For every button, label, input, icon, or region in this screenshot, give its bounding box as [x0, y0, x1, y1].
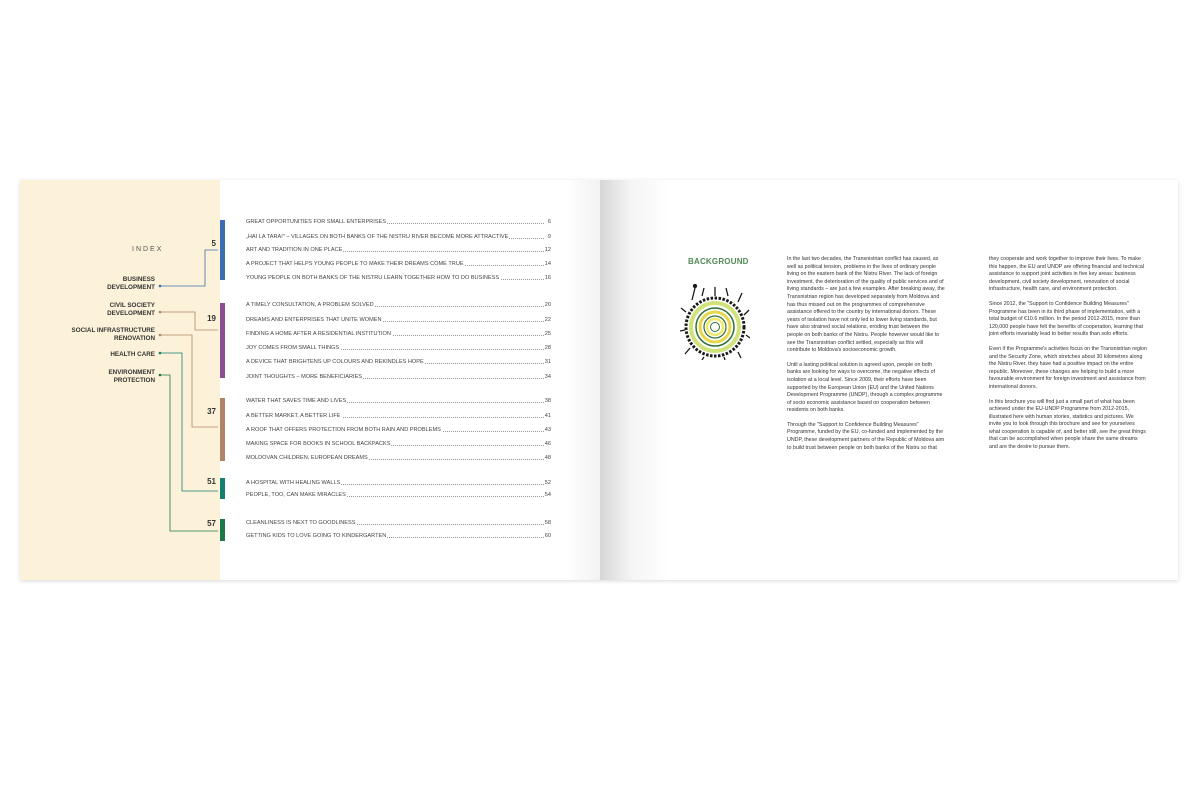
toc-entry[interactable] — [245, 358, 552, 366]
toc-page: 34 — [544, 374, 551, 380]
category-civil-society-development: CIVIL SOCIETY DEVELOPMENT — [107, 302, 155, 317]
toc-page: 41 — [544, 413, 551, 419]
index-title: INDEX — [132, 246, 164, 253]
section-number-5: 57 — [207, 519, 216, 528]
section-bar-4 — [220, 478, 225, 499]
toc-entry[interactable] — [245, 330, 552, 338]
toc-page: 46 — [544, 441, 551, 447]
toc-page: 9 — [547, 234, 551, 240]
toc-title: A DEVICE THAT BRIGHTENS UP COLOURS AND REKINDLES HOPE — [246, 359, 424, 365]
toc-page: 16 — [544, 275, 551, 281]
toc-entry[interactable] — [245, 412, 552, 420]
toc-page: 38 — [544, 398, 551, 404]
category-health-care: HEALTH CARE — [110, 351, 155, 358]
toc-page: 31 — [544, 359, 551, 365]
toc-entry[interactable] — [245, 344, 552, 352]
dancing-circle-emblem-icon — [680, 280, 750, 360]
toc-title: JOY COMES FROM SMALL THINGS — [246, 345, 340, 351]
background-heading: BACKGROUND — [688, 257, 749, 266]
toc-entry[interactable] — [245, 274, 552, 282]
toc-title: A TIMELY CONSULTATION, A PROBLEM SOLVED — [246, 302, 374, 308]
toc-title: A BETTER MARKET, A BETTER LIFE — [246, 413, 341, 419]
toc-title: DREAMS AND ENTERPRISES THAT UNITE WOMEN — [246, 317, 382, 323]
toc-entry[interactable] — [245, 491, 552, 499]
toc-page: 20 — [544, 302, 551, 308]
category-social-infrastructure-renovation: SOCIAL INFRASTRUCTURE RENOVATION — [71, 327, 155, 342]
toc-title: WATER THAT SAVES TIME AND LIVES — [246, 398, 347, 404]
toc-title: YOUNG PEOPLE ON BOTH BANKS OF THE NISTRU LEARN TOGETHER HOW TO DO BUSINESS — [246, 275, 500, 281]
left-page — [20, 180, 600, 580]
toc-title: GETTING KIDS TO LOVE GOING TO KINDERGARTEN — [246, 533, 387, 539]
toc-page: 60 — [544, 533, 551, 539]
toc-entry[interactable] — [245, 440, 552, 448]
left-gutter-shadow — [565, 180, 600, 580]
section-bar-1 — [220, 220, 225, 280]
toc-title: GREAT OPPORTUNITIES FOR SMALL ENTERPRISES — [246, 219, 386, 225]
toc-title: A ROOF THAT OFFERS PROTECTION FROM BOTH RAIN AND PROBLEMS — [246, 427, 441, 433]
toc-title: MOLDOVAN CHILDREN, EUROPEAN DREAMS — [246, 455, 368, 461]
toc-page: 28 — [544, 345, 551, 351]
section-number-1: 5 — [211, 239, 216, 248]
toc-entry[interactable] — [245, 316, 552, 324]
category-business-development: BUSINESS DEVELOPMENT — [107, 276, 155, 291]
toc-title: PEOPLE, TOO, CAN MAKE MIRACLES — [246, 492, 346, 498]
toc-page: 6 — [547, 219, 551, 225]
toc-title: JOINT THOUGHTS – MORE BENEFICIARIES — [246, 374, 363, 380]
toc-title: MAKING SPACE FOR BOOKS IN SCHOOL BACKPACKS — [246, 441, 391, 447]
toc-entry[interactable] — [245, 246, 552, 254]
toc-entry[interactable] — [245, 233, 552, 241]
background-column-1: In the last two decades, the Transnistrian conflict has caused, as well as political tension, problems in the lives of ordinary people living on the eastern bank of the Nistru River. The lack of foreign investment, the deterioration of the quality of public services and of living standards – are just a few examples. After breaking away, the Transnistrian region has developed separately from Moldova and has thus missed out on the programmes of comprehensive assistance offered to the country by international donors. These years of isolation have not only led to lower living standards, but have also strained social relations, eroding trust between the people on both banks of the Nistru. People however would like to see the Transnistrian conflict settled, especially as this will contribute to Moldova's socioeconomic growth. Until a lasting political solution is agreed upon, people on both banks are looking for ways to overcome, the negative effects of isolation at a local level. Since 2009, their efforts have been supported by the European Union (EU) and the United Nations Development Programme (UNDP), through a complex programme of socio economic assistance based on cooperation between residents on both banks. Through the "Support to Confidence Building Measures" Programme, funded by the EU, co-funded and implemented by the UNDP, these development partners of the Republic of Moldova aim to build trust between people on both banks of the Nistru so that — [787, 256, 945, 451]
section-bar-2 — [220, 303, 225, 378]
toc-entry[interactable] — [245, 519, 552, 527]
section-bar-5 — [220, 519, 225, 541]
toc-title: „HAI LA TARA!" – VILLAGES ON BOTH BANKS OF THE NISTRU RIVER BECOME MORE ATTRACTIVE — [246, 234, 509, 240]
toc-page: 14 — [544, 261, 551, 267]
toc-page: 22 — [544, 317, 551, 323]
toc-entry[interactable] — [245, 218, 552, 226]
toc-page: 58 — [544, 520, 551, 526]
book-spread — [20, 180, 1178, 580]
section-number-4: 51 — [207, 477, 216, 486]
toc-entry[interactable] — [245, 454, 552, 462]
toc-entry[interactable] — [245, 301, 552, 309]
toc-title: FINDING A HOME AFTER A RESIDENTIAL INSTITUTION — [246, 331, 391, 337]
toc-page: 48 — [544, 455, 551, 461]
toc-entry[interactable] — [245, 397, 552, 405]
section-number-2: 19 — [207, 314, 216, 323]
toc-page: 25 — [544, 331, 551, 337]
toc-title: ART AND TRADITION IN ONE PLACE — [246, 247, 343, 253]
section-number-3: 37 — [207, 407, 216, 416]
toc-entry[interactable] — [245, 532, 552, 540]
toc-page: 52 — [544, 480, 551, 486]
gutter-shadow — [600, 180, 670, 580]
toc-page: 54 — [544, 492, 551, 498]
toc-page: 43 — [544, 427, 551, 433]
toc-title: A PROJECT THAT HELPS YOUNG PEOPLE TO MAKE THEIR DREAMS COME TRUE — [246, 261, 464, 267]
toc-entry[interactable] — [245, 426, 552, 434]
category-environment-protection: ENVIRONMENT PROTECTION — [108, 369, 155, 384]
background-column-2: they cooperate and work together to improve their lives. To make this happen, the EU and UNDP are offering financial and technical assistance to support joint activities in five key areas: business development, civil society development, renovation of social infrastructure, health care, and environment protection. Since 2012, the "Support to Confidence Building Measures" Programme has been in its third phase of implementation, with a total budget of €10.6 million. In the period 2012-2015, more than 120,000 people have felt the benefits of cooperation, learning that joint efforts invariably lead to better results than solo efforts. Even if the Programme's activities focus on the Transnistrian region and the Security Zone, which stretches about 30 kilometres along the Nistru River, they have had a positive impact on the entire republic. Moreover, these changes are helping to build a more favourable environment for foreign investment and assistance from international donors. In this brochure you will find just a small part of what has been achieved under the EU-UNDP Programme from 2012-2015, illustrated here with human stories, statistics and pictures. We invite you to look through this brochure and see for yourselves what cooperation is capable of, and better still, see the great things that can be accomplished when people share the same dreams and are the desire to pursue them. — [989, 256, 1147, 451]
section-bar-3 — [220, 398, 225, 461]
toc-entry[interactable] — [245, 373, 552, 381]
toc-title: CLEANLINESS IS NEXT TO GOODLINESS — [246, 520, 356, 526]
toc-entry[interactable] — [245, 260, 552, 268]
toc-entry[interactable] — [245, 479, 552, 487]
toc-title: A HOSPITAL WITH HEALING WALLS — [246, 480, 341, 486]
toc-page: 12 — [544, 247, 551, 253]
